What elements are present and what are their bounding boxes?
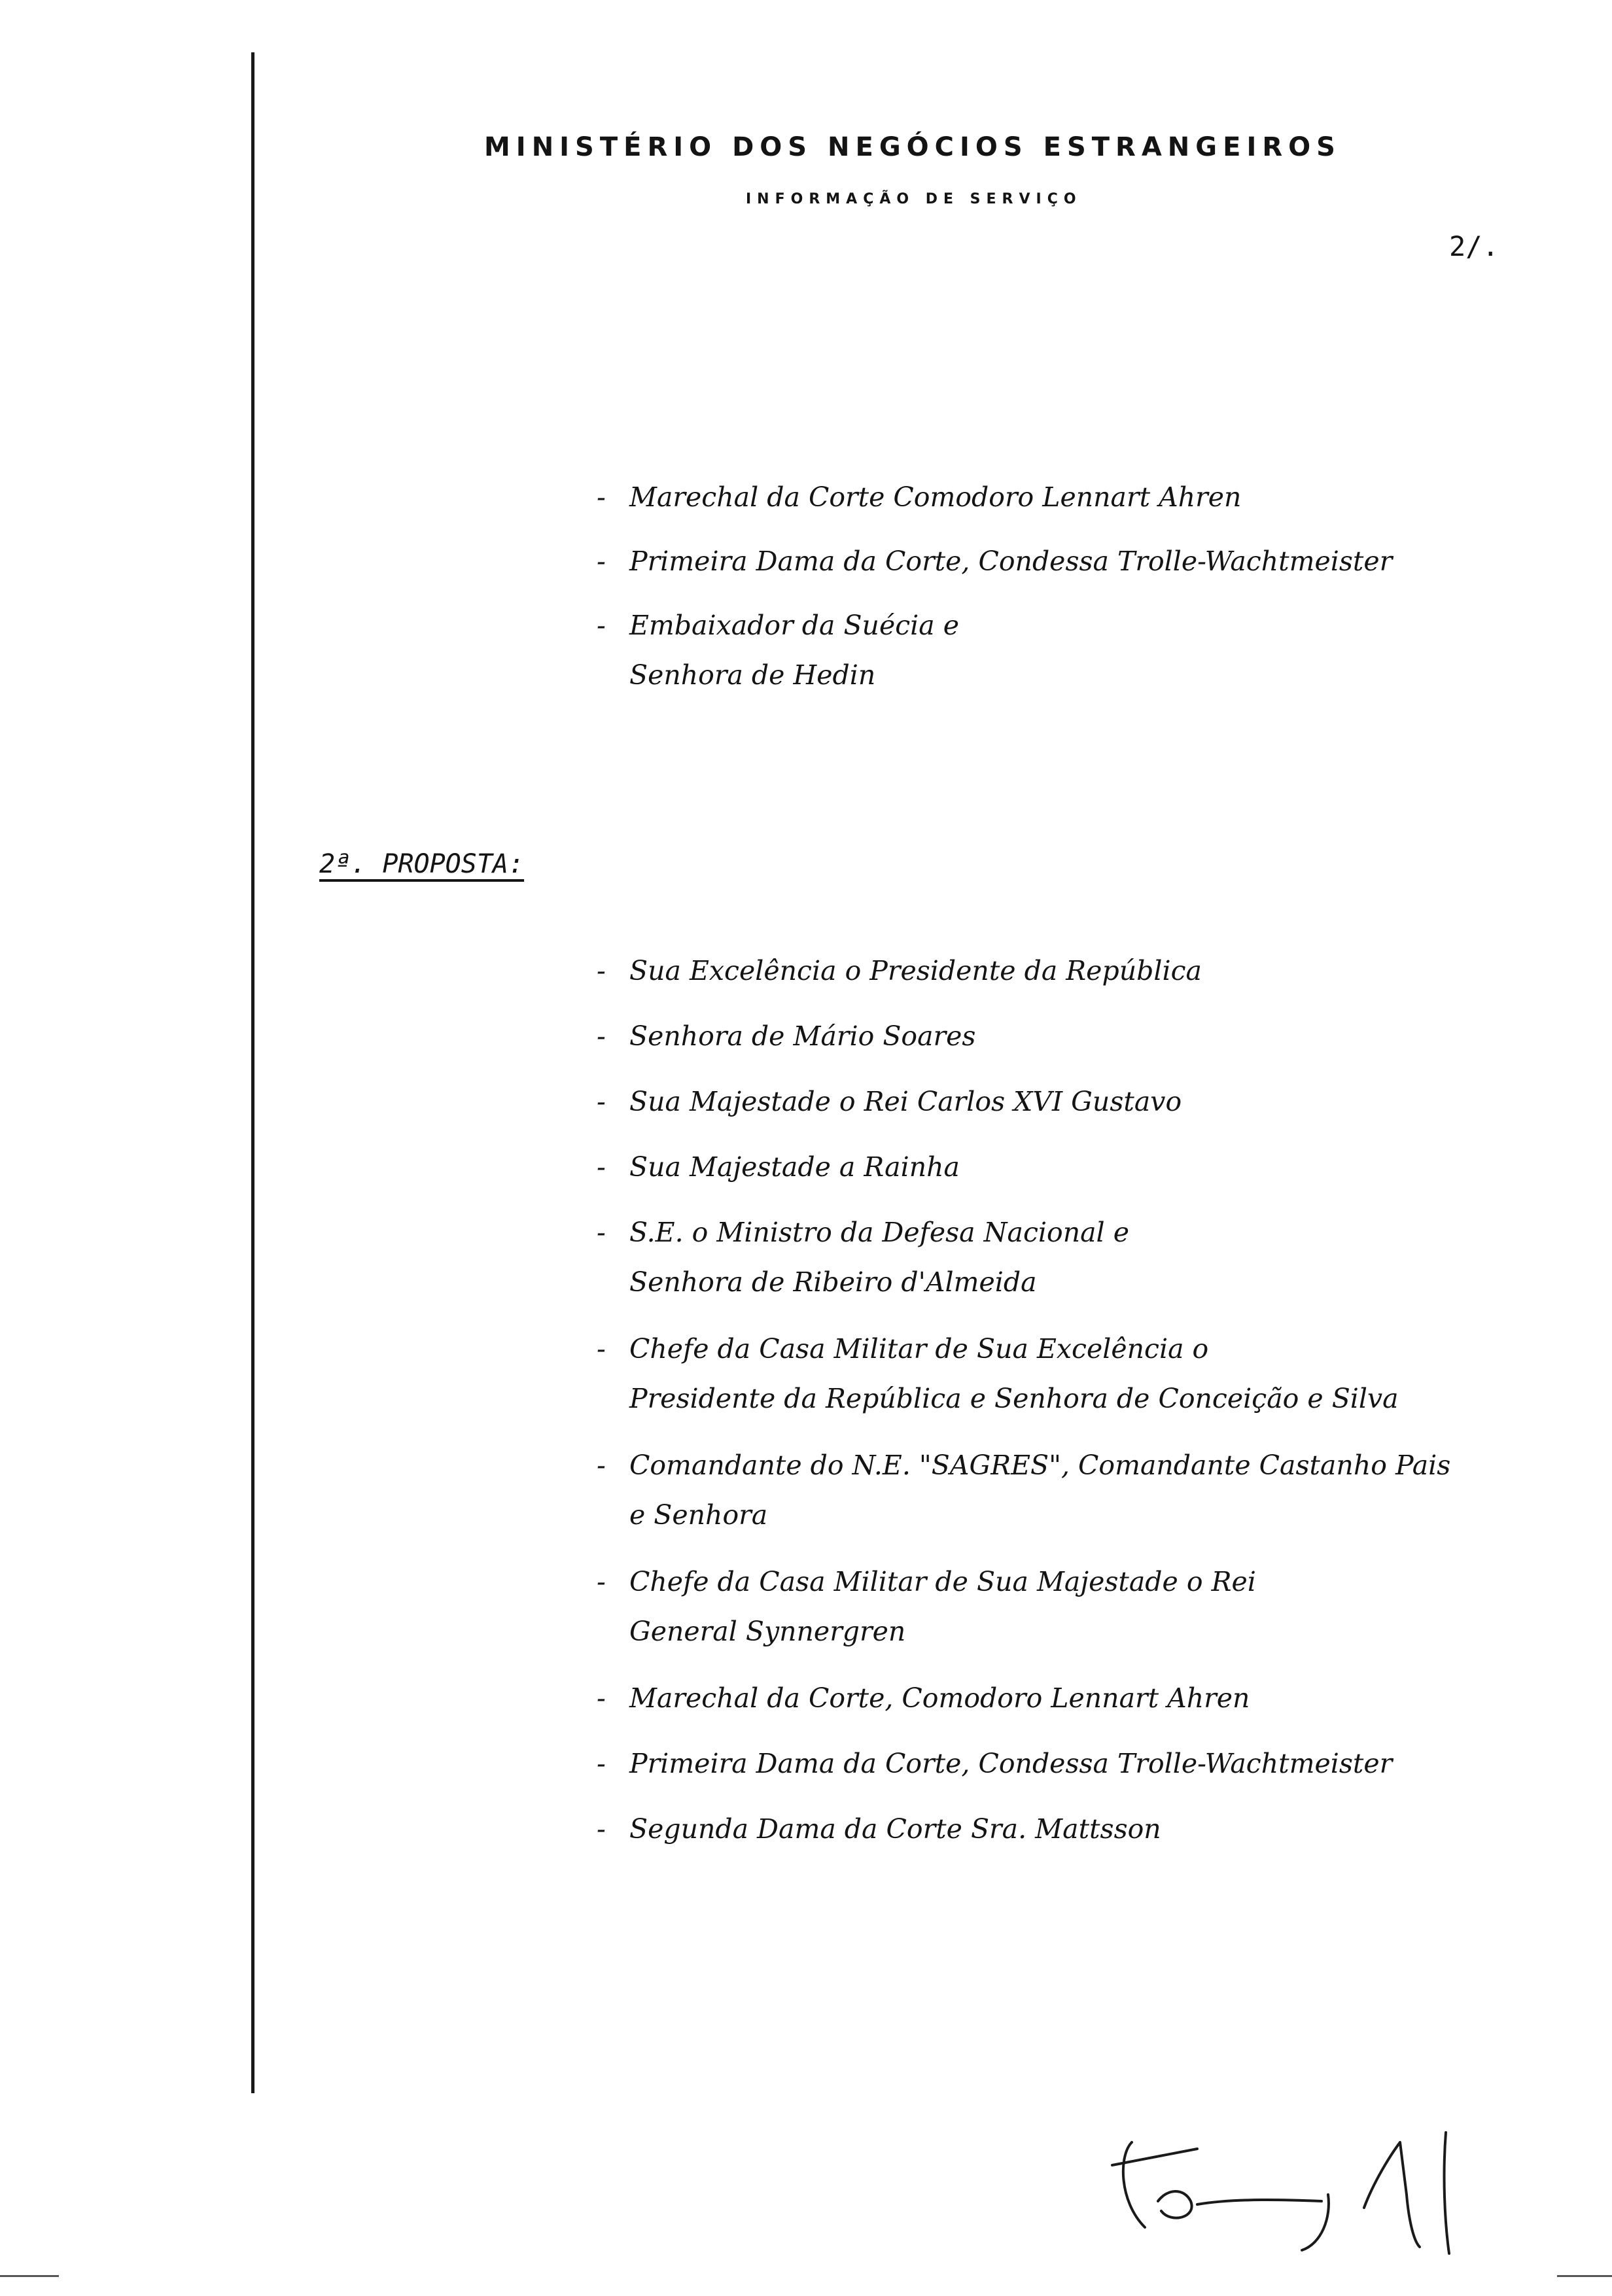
list-item-continuation: Senhora de Ribeiro d'Almeida [629, 1266, 1037, 1298]
margin-rule [251, 52, 254, 2093]
list-dash: - [597, 1813, 606, 1845]
ministry-title: MINISTÉRIO DOS NEGÓCIOS ESTRANGEIROS [484, 132, 1341, 162]
list-item-text: Senhora de Mário Soares [629, 1020, 976, 1052]
list-item [597, 1324, 1399, 1423]
bottom-edge-line [0, 2275, 59, 2277]
list-item [597, 1440, 1450, 1540]
list-dash: - [597, 1333, 606, 1365]
list-dash: - [597, 1151, 606, 1183]
list-item-text: Chefe da Casa Militar de Sua Excelência o [629, 1333, 1209, 1365]
list-item-text: Sua Excelência o Presidente da República [629, 955, 1202, 986]
list-item-text: Chefe da Casa Militar de Sua Majestade o Rei [629, 1566, 1256, 1597]
list-item [597, 1077, 1182, 1126]
list-dash: - [597, 1748, 606, 1779]
list-item-text: Embaixador da Suécia e [629, 610, 960, 641]
list-item-text: Primeira Dama da Corte, Condessa Trolle-Wachtmeister [629, 1748, 1393, 1779]
list-item-continuation: General Synnergren [629, 1616, 906, 1647]
list-item-continuation: Presidente da República e Senhora de Conceição e Silva [629, 1383, 1399, 1414]
list-item-text: Sua Majestade a Rainha [629, 1151, 960, 1183]
list-item [597, 1011, 975, 1061]
list-dash: - [597, 1217, 606, 1248]
list-item-continuation: Senhora de Hedin [629, 659, 876, 691]
list-dash: - [597, 955, 606, 986]
list-dash: - [597, 1566, 606, 1597]
list-item-text: Marechal da Corte, Comodoro Lennart Ahren [629, 1682, 1250, 1714]
document-type: INFORMAÇÃO DE SERVIÇO [746, 191, 1082, 207]
list-item [597, 536, 1392, 586]
list-item-text: Sua Majestade o Rei Carlos XVI Gustavo [629, 1086, 1182, 1117]
list-item [597, 1208, 1129, 1307]
list-item-text: Segunda Dama da Corte Sra. Mattsson [629, 1813, 1161, 1845]
list-item-continuation: e Senhora [629, 1499, 768, 1531]
list-item [597, 946, 1202, 996]
list-dash: - [597, 1086, 606, 1117]
list-item-text: S.E. o Ministro da Defesa Nacional e [629, 1217, 1129, 1248]
list-item-text: Comandante do N.E. "SAGRES", Comandante Castanho Pais [629, 1450, 1451, 1481]
signature [1106, 2103, 1537, 2267]
list-dash: - [597, 610, 606, 641]
list-item [597, 600, 959, 700]
section-heading: 2ª. PROPOSTA: [319, 849, 525, 879]
list-dash: - [597, 1682, 606, 1714]
page-number: 2/. [1449, 230, 1499, 262]
list-item-text: Marechal da Corte Comodoro Lennart Ahren [629, 481, 1242, 513]
list-item [597, 1804, 1161, 1854]
bottom-edge-line [1557, 2275, 1612, 2277]
list-item [597, 1739, 1392, 1788]
list-dash: - [597, 546, 606, 577]
list-dash: - [597, 481, 606, 513]
list-dash: - [597, 1450, 606, 1481]
list-item [597, 1557, 1256, 1656]
list-item [597, 1673, 1250, 1723]
list-item [597, 472, 1241, 522]
list-dash: - [597, 1020, 606, 1052]
list-item-text: Primeira Dama da Corte, Condessa Trolle-Wachtmeister [629, 546, 1393, 577]
list-item [597, 1142, 960, 1192]
